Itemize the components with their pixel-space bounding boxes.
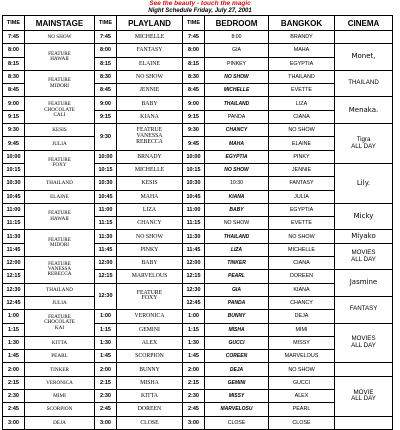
bedroom-performer-cell: PANDA xyxy=(205,296,269,309)
table-row xyxy=(3,203,393,216)
bedroom-time-cell: 2:00 xyxy=(183,363,205,376)
table-row xyxy=(3,257,393,270)
mainstage-performer-cell: FEATURE VANESSA REBECCA xyxy=(25,257,95,284)
playland-time-cell: 1:00 xyxy=(95,310,117,323)
cinema-cell: THAILAND xyxy=(335,70,393,97)
mainstage-time-cell: 10:30 xyxy=(3,177,25,190)
playland-performer-cell: LIZA xyxy=(117,203,183,216)
bedroom-performer-cell: BABY xyxy=(205,203,269,216)
mainstage-time-cell: 12:45 xyxy=(3,296,25,309)
mainstage-performer-cell: FEATURE CHOCOLATE CALI xyxy=(25,97,95,124)
bedroom-time-cell: 11:30 xyxy=(183,230,205,243)
playland-time-cell: 8:15 xyxy=(95,57,117,70)
playland-performer-cell: ELAINE xyxy=(117,57,183,70)
playland-performer-cell: CLOSE xyxy=(117,416,183,429)
mainstage-performer-cell: DEJA xyxy=(25,416,95,429)
bedroom-performer-cell: BUNNY xyxy=(205,310,269,323)
playland-performer-cell: MAHA xyxy=(117,190,183,203)
bedroom-performer-cell: DEJA xyxy=(205,363,269,376)
playland-performer-cell: VERONICA xyxy=(117,310,183,323)
table-row xyxy=(3,97,393,110)
mainstage-performer-cell: FEATURE CHOCOLATE KAI xyxy=(25,310,95,337)
bedroom-time-cell: 2:15 xyxy=(183,376,205,389)
playland-performer-cell: DOREEN xyxy=(117,403,183,416)
bedroom-time-cell: 10:00 xyxy=(183,150,205,163)
mainstage-time-cell: 8:15 xyxy=(3,57,25,70)
playland-performer-cell: FEATRUE VANESSA REBECCA xyxy=(117,124,183,151)
playland-performer-cell: BRNADY xyxy=(117,150,183,163)
playland-time-cell: 2:15 xyxy=(95,376,117,389)
header-row xyxy=(3,16,393,31)
mainstage-time-cell: 8:45 xyxy=(3,84,25,97)
table-row xyxy=(3,336,393,349)
playland-time-cell: 10:15 xyxy=(95,163,117,176)
bedroom-time-cell: 10:45 xyxy=(183,190,205,203)
bangkok-performer-cell: CIANA xyxy=(269,110,335,123)
cinema-cell: Lily. xyxy=(335,163,393,203)
bangkok-performer-cell: GUCCI xyxy=(269,376,335,389)
bedroom-performer-cell: GIA xyxy=(205,44,269,57)
bangkok-performer-cell: NO SHOW xyxy=(269,230,335,243)
bangkok-performer-cell: EVETTE xyxy=(269,84,335,97)
mainstage-performer-cell: THAILAND xyxy=(25,177,95,190)
bedroom-performer-cell: 8:00 xyxy=(205,31,269,44)
bedroom-performer-cell: PANDA xyxy=(205,110,269,123)
bedroom-performer-cell: NO SHOW xyxy=(205,163,269,176)
bangkok-performer-cell: KIANA xyxy=(269,283,335,296)
playland-time-cell: 9:00 xyxy=(95,97,117,110)
bedroom-performer-cell: PEARL xyxy=(205,270,269,283)
col-header-playland: PLAYLAND xyxy=(117,16,183,31)
mainstage-time-cell: 9:00 xyxy=(3,97,25,110)
table-row xyxy=(3,403,393,416)
bedroom-time-cell: 11:45 xyxy=(183,243,205,256)
cinema-cell: Miyako xyxy=(335,230,393,243)
playland-time-cell: 11:00 xyxy=(95,203,117,216)
mainstage-time-cell: 12:00 xyxy=(3,257,25,270)
bedroom-time-cell: 9:45 xyxy=(183,137,205,150)
mainstage-performer-cell: TINKER xyxy=(25,363,95,376)
bedroom-time-cell: 11:00 xyxy=(183,203,205,216)
bangkok-performer-cell: MISSY xyxy=(269,336,335,349)
bedroom-performer-cell: NO SHOW xyxy=(205,70,269,83)
playland-time-cell: 1:45 xyxy=(95,350,117,363)
table-row xyxy=(3,310,393,323)
cinema-cell xyxy=(335,416,393,429)
table-row xyxy=(3,44,393,57)
bangkok-performer-cell: CLOSE xyxy=(269,416,335,429)
mainstage-time-cell: 11:15 xyxy=(3,217,25,230)
table-row xyxy=(3,150,393,163)
mainstage-performer-cell: FEATURE MIDORI xyxy=(25,70,95,97)
playland-performer-cell: BABY xyxy=(117,97,183,110)
bedroom-time-cell: 9:30 xyxy=(183,124,205,137)
mainstage-time-cell: 3:00 xyxy=(3,416,25,429)
mainstage-time-cell: 10:15 xyxy=(3,163,25,176)
playland-performer-cell: FANTASY xyxy=(117,44,183,57)
mainstage-time-cell: 11:00 xyxy=(3,203,25,216)
bangkok-performer-cell: CIANA xyxy=(269,257,335,270)
mainstage-time-cell: 2:15 xyxy=(3,376,25,389)
playland-time-cell: 9:30 xyxy=(95,124,117,151)
mainstage-performer-cell: THAILAND xyxy=(25,283,95,296)
table-row xyxy=(3,31,393,44)
bedroom-time-cell: 9:00 xyxy=(183,97,205,110)
playland-performer-cell: MISHA xyxy=(117,376,183,389)
mainstage-performer-cell: SCORPION xyxy=(25,403,95,416)
playland-performer-cell: PINKY xyxy=(117,243,183,256)
mainstage-time-cell: 1:45 xyxy=(3,350,25,363)
table-row xyxy=(3,190,393,203)
table-row xyxy=(3,390,393,403)
bedroom-time-cell: 8:00 xyxy=(183,44,205,57)
col-header-cinema: CINEMA xyxy=(335,16,393,31)
bedroom-performer-cell: EGYPTIA xyxy=(205,150,269,163)
mainstage-time-cell: 8:00 xyxy=(3,44,25,57)
bedroom-performer-cell: GIA xyxy=(205,283,269,296)
bangkok-performer-cell: MICHELLE xyxy=(269,243,335,256)
bangkok-performer-cell: NO SHOW xyxy=(269,363,335,376)
table-row xyxy=(3,70,393,83)
bedroom-time-cell: 2:30 xyxy=(183,390,205,403)
col-header-bangkok: BANGKOK xyxy=(269,16,335,31)
mainstage-time-cell: 2:00 xyxy=(3,363,25,376)
mainstage-time-cell: 1:15 xyxy=(3,323,25,336)
bangkok-performer-cell: JULIA xyxy=(269,190,335,203)
mainstage-time-cell: 8:30 xyxy=(3,70,25,83)
bangkok-performer-cell: JENNIE xyxy=(269,163,335,176)
bedroom-time-cell: 1:15 xyxy=(183,323,205,336)
mainstage-time-cell: 2:30 xyxy=(3,390,25,403)
bangkok-performer-cell: ALEX xyxy=(269,390,335,403)
table-row xyxy=(3,296,393,309)
bedroom-performer-cell: THAILAND xyxy=(205,97,269,110)
bangkok-performer-cell: EGYPTIA xyxy=(269,57,335,70)
mainstage-time-cell: 12:30 xyxy=(3,283,25,296)
bedroom-performer-cell: TINKER xyxy=(205,257,269,270)
cinema-cell xyxy=(335,31,393,44)
mainstage-performer-cell: KITTA xyxy=(25,336,95,349)
bedroom-time-cell: 10:15 xyxy=(183,163,205,176)
bedroom-time-cell: 3:00 xyxy=(183,416,205,429)
bedroom-performer-cell: MISSY xyxy=(205,390,269,403)
bedroom-performer-cell: COREEN xyxy=(205,350,269,363)
cinema-cell: Menaka. xyxy=(335,97,393,124)
bedroom-performer-cell: CLOSE xyxy=(205,416,269,429)
mainstage-time-cell: 1:00 xyxy=(3,310,25,323)
bedroom-performer-cell: PINKEY xyxy=(205,57,269,70)
playland-time-cell: 11:30 xyxy=(95,230,117,243)
mainstage-performer-cell: FEATURE HAWAII xyxy=(25,203,95,230)
mainstage-performer-cell: JULIA xyxy=(25,137,95,150)
bedroom-time-cell: 11:15 xyxy=(183,217,205,230)
bangkok-performer-cell: PEARL xyxy=(269,403,335,416)
mainstage-performer-cell: MIMI xyxy=(25,390,95,403)
bangkok-performer-cell: MARVELOUS xyxy=(269,350,335,363)
bedroom-time-cell: 12:45 xyxy=(183,296,205,309)
night-schedule-table xyxy=(2,15,393,430)
playland-performer-cell: CHANCY xyxy=(117,217,183,230)
bedroom-time-cell: 2:45 xyxy=(183,403,205,416)
table-row xyxy=(3,137,393,150)
bangkok-performer-cell: EVETTE xyxy=(269,217,335,230)
playland-time-cell: 1:15 xyxy=(95,323,117,336)
table-row xyxy=(3,230,393,243)
playland-time-cell: 12:15 xyxy=(95,270,117,283)
table-row xyxy=(3,363,393,376)
bedroom-performer-cell: GUCCI xyxy=(205,336,269,349)
bedroom-time-cell: 12:00 xyxy=(183,257,205,270)
playland-time-cell: 7:45 xyxy=(95,31,117,44)
table-row xyxy=(3,177,393,190)
col-header-time: TIME xyxy=(183,16,205,31)
playland-performer-cell: MARVELOUS xyxy=(117,270,183,283)
playland-performer-cell: NO SHOW xyxy=(117,70,183,83)
playland-time-cell: 11:45 xyxy=(95,243,117,256)
bangkok-performer-cell: CHANCY xyxy=(269,296,335,309)
bangkok-performer-cell: MIMI xyxy=(269,323,335,336)
col-header-mainstage: MAINSTAGE xyxy=(25,16,95,31)
schedule-subtitle: Night Schedule Friday, July 27, 2001 xyxy=(148,8,252,14)
playland-time-cell: 9:15 xyxy=(95,110,117,123)
playland-time-cell: 2:00 xyxy=(95,363,117,376)
schedule-tagline: See the beauty - touch the magic xyxy=(149,0,251,7)
playland-time-cell: 2:30 xyxy=(95,390,117,403)
bangkok-performer-cell: THAILAND xyxy=(269,70,335,83)
mainstage-performer-cell: PEARL xyxy=(25,350,95,363)
playland-time-cell: 11:15 xyxy=(95,217,117,230)
table-row xyxy=(3,350,393,363)
bangkok-performer-cell: MAHA xyxy=(269,44,335,57)
mainstage-performer-cell: VERONICA xyxy=(25,376,95,389)
cinema-cell: Jasmine xyxy=(335,270,393,297)
playland-performer-cell: MICHELLE xyxy=(117,163,183,176)
cinema-cell: FANTASY xyxy=(335,296,393,323)
bangkok-performer-cell: PINKY xyxy=(269,150,335,163)
mainstage-time-cell: 2:45 xyxy=(3,403,25,416)
bedroom-performer-cell: MISHA xyxy=(205,323,269,336)
bangkok-performer-cell: ELAINE xyxy=(269,137,335,150)
playland-performer-cell: JENNIE xyxy=(117,84,183,97)
playland-time-cell: 10:45 xyxy=(95,190,117,203)
cinema-cell: Tigra ALL DAY xyxy=(335,124,393,164)
mainstage-performer-cell: NO SHOW xyxy=(25,31,95,44)
playland-time-cell: 1:30 xyxy=(95,336,117,349)
playland-time-cell: 10:30 xyxy=(95,177,117,190)
mainstage-time-cell: 9:15 xyxy=(3,110,25,123)
bedroom-performer-cell: MICHELLE xyxy=(205,84,269,97)
bangkok-performer-cell: DOREEN xyxy=(269,270,335,283)
cinema-cell: MOVIES ALL DAY xyxy=(335,323,393,363)
mainstage-time-cell: 11:30 xyxy=(3,230,25,243)
mainstage-performer-cell: FEATURE FOXY xyxy=(25,150,95,177)
bedroom-performer-cell: 10:30 xyxy=(205,177,269,190)
table-row xyxy=(3,376,393,389)
bedroom-time-cell: 8:30 xyxy=(183,70,205,83)
playland-time-cell: 10:00 xyxy=(95,150,117,163)
mainstage-time-cell: 9:45 xyxy=(3,137,25,150)
playland-time-cell: 8:45 xyxy=(95,84,117,97)
mainstage-performer-cell: FEATURE HAWAII xyxy=(25,44,95,71)
bedroom-performer-cell: THAILAND xyxy=(205,230,269,243)
mainstage-time-cell: 10:00 xyxy=(3,150,25,163)
bedroom-performer-cell: CHANCY xyxy=(205,124,269,137)
playland-time-cell: 3:00 xyxy=(95,416,117,429)
playland-performer-cell: KITTA xyxy=(117,390,183,403)
bedroom-time-cell: 1:30 xyxy=(183,336,205,349)
cinema-cell: Monet, xyxy=(335,44,393,71)
bangkok-performer-cell: DEJA xyxy=(269,310,335,323)
playland-performer-cell: SCORPION xyxy=(117,350,183,363)
bangkok-performer-cell: NO SHOW xyxy=(269,124,335,137)
cinema-cell: Micky xyxy=(335,203,393,230)
mainstage-time-cell: 1:30 xyxy=(3,336,25,349)
playland-performer-cell: GEMINI xyxy=(117,323,183,336)
table-row xyxy=(3,416,393,429)
bedroom-time-cell: 1:45 xyxy=(183,350,205,363)
bedroom-time-cell: 10:30 xyxy=(183,177,205,190)
bangkok-performer-cell: FANTASY xyxy=(269,177,335,190)
bangkok-performer-cell: LIZA xyxy=(269,97,335,110)
playland-time-cell: 2:45 xyxy=(95,403,117,416)
playland-performer-cell: KIANA xyxy=(117,110,183,123)
bedroom-time-cell: 12:15 xyxy=(183,270,205,283)
bedroom-time-cell: 1:00 xyxy=(183,310,205,323)
mainstage-time-cell: 10:45 xyxy=(3,190,25,203)
playland-performer-cell: BUNNY xyxy=(117,363,183,376)
table-row xyxy=(3,283,393,296)
mainstage-performer-cell: JULIA xyxy=(25,296,95,309)
bangkok-performer-cell: BRANDY xyxy=(269,31,335,44)
playland-performer-cell: BABY xyxy=(117,257,183,270)
bedroom-performer-cell: NO SHOW xyxy=(205,217,269,230)
playland-time-cell: 12:00 xyxy=(95,257,117,270)
playland-performer-cell: KESIS xyxy=(117,177,183,190)
bedroom-performer-cell: MARVELOSU xyxy=(205,403,269,416)
mainstage-performer-cell: ELAINE xyxy=(25,190,95,203)
playland-time-cell: 12:30 xyxy=(95,283,117,310)
bedroom-performer-cell: GEMINI xyxy=(205,376,269,389)
table-row xyxy=(3,124,393,137)
col-header-time: TIME xyxy=(95,16,117,31)
mainstage-time-cell: 7:45 xyxy=(3,31,25,44)
playland-performer-cell: ALEX xyxy=(117,336,183,349)
playland-performer-cell: FEATURE FOXY xyxy=(117,283,183,310)
bedroom-performer-cell: KIANA xyxy=(205,190,269,203)
cinema-cell: MOVIE ALL DAY xyxy=(335,376,393,416)
bedroom-performer-cell: LIZA xyxy=(205,243,269,256)
mainstage-time-cell: 11:45 xyxy=(3,243,25,256)
bedroom-time-cell: 8:15 xyxy=(183,57,205,70)
mainstage-time-cell: 9:30 xyxy=(3,124,25,137)
bedroom-time-cell: 8:45 xyxy=(183,84,205,97)
bedroom-time-cell: 12:30 xyxy=(183,283,205,296)
playland-performer-cell: MICHELLE xyxy=(117,31,183,44)
bedroom-time-cell: 9:15 xyxy=(183,110,205,123)
cinema-cell: MOVIES ALL DAY xyxy=(335,243,393,270)
col-header-bedroom: BEDROOM xyxy=(205,16,269,31)
cinema-cell xyxy=(335,363,393,376)
playland-time-cell: 8:30 xyxy=(95,70,117,83)
col-header-time: TIME xyxy=(3,16,25,31)
playland-time-cell: 8:00 xyxy=(95,44,117,57)
bedroom-time-cell: 7:45 xyxy=(183,31,205,44)
mainstage-time-cell: 12:15 xyxy=(3,270,25,283)
mainstage-performer-cell: KESIS xyxy=(25,124,95,137)
bangkok-performer-cell: EGYPTIA xyxy=(269,203,335,216)
playland-performer-cell: NO SHOW xyxy=(117,230,183,243)
bedroom-performer-cell: MAHA xyxy=(205,137,269,150)
mainstage-performer-cell: FEATURE MIDORI xyxy=(25,230,95,257)
